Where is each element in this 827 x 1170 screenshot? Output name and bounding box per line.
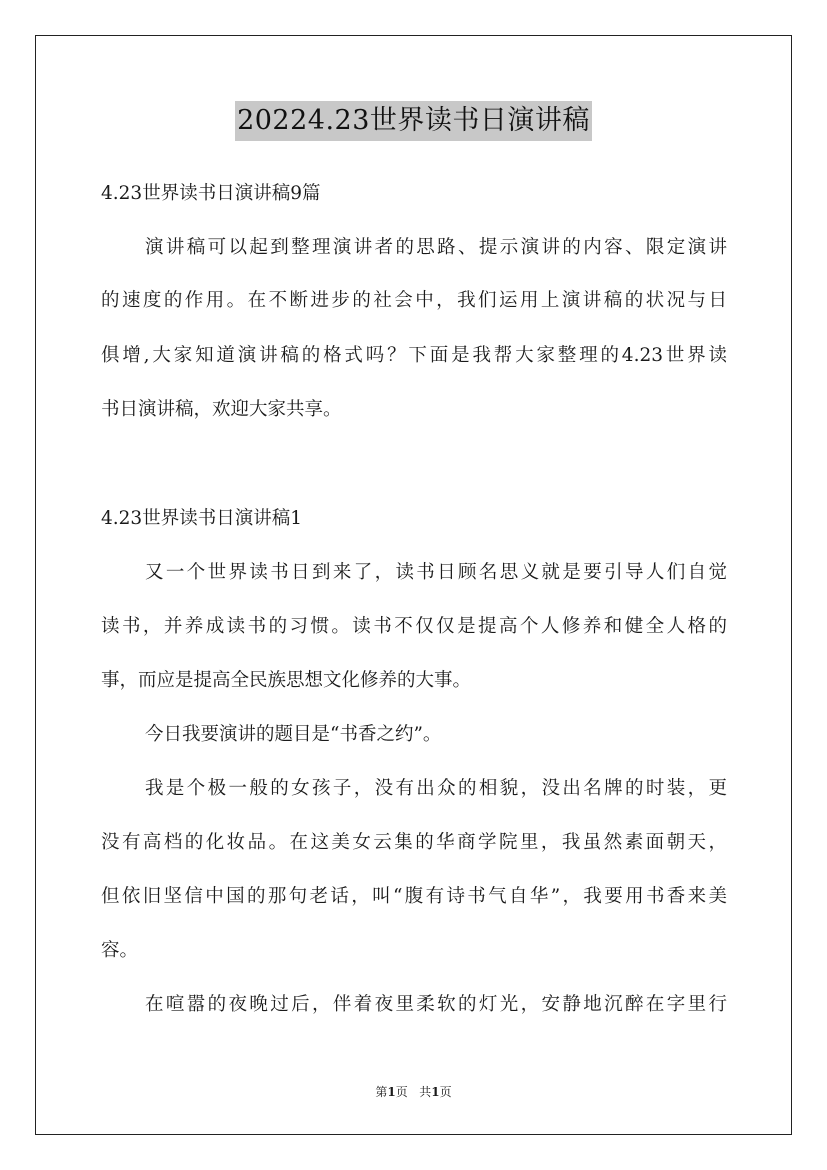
paragraph-line: 俱增,大家知道演讲稿的格式吗？下面是我帮大家整理的4.23世界读 [101,345,727,366]
paragraph-line: 我是个极一般的女孩子，没有出众的相貌，没出名牌的时装，更 [145,778,727,799]
title-container [0,101,827,141]
paragraph-line: 但依旧坚信中国的那句老话，叫“腹有诗书气自华”，我要用书香来美 [101,886,727,907]
document-title: 20224.23世界读书日演讲稿 [235,101,592,141]
page-footer [0,1084,827,1100]
paragraph-line: 演讲稿可以起到整理演讲者的思路、提示演讲的内容、限定演讲 [145,237,727,258]
section-heading: 4.23世界读书日演讲稿1 [101,508,302,529]
page-number: 1 [387,1085,396,1099]
paragraph-line: 的速度的作用。在不断进步的社会中，我们运用上演讲稿的状况与日 [101,290,727,311]
paragraph-line: 书日演讲稿，欢迎大家共享。 [101,399,342,420]
page-label-suffix: 页 [395,1085,408,1099]
paragraph-line: 读书，并养成读书的习惯。读书不仅仅是提高个人修养和健全人格的 [101,616,727,637]
paragraph-line: 今日我要演讲的题目是“书香之约”。 [145,724,442,745]
paragraph-line: 事，而应是提高全民族思想文化修养的大事。 [101,670,472,691]
paragraph-line: 在喧嚣的夜晚过后，伴着夜里柔软的灯光，安静地沉醉在字里行 [145,994,727,1015]
page-label-prefix: 第 [375,1085,388,1099]
paragraph-line: 没有高档的化妆品。在这美女云集的华商学院里，我虽然素面朝天， [101,832,727,853]
total-label-prefix: 共 [419,1085,432,1099]
total-label-suffix: 页 [439,1085,452,1099]
paragraph-line: 容。 [101,940,139,961]
section-heading: 4.23世界读书日演讲稿9篇 [101,183,321,204]
total-pages: 1 [431,1085,440,1099]
paragraph-line: 又一个世界读书日到来了，读书日顾名思义就是要引导人们自觉 [145,562,727,583]
